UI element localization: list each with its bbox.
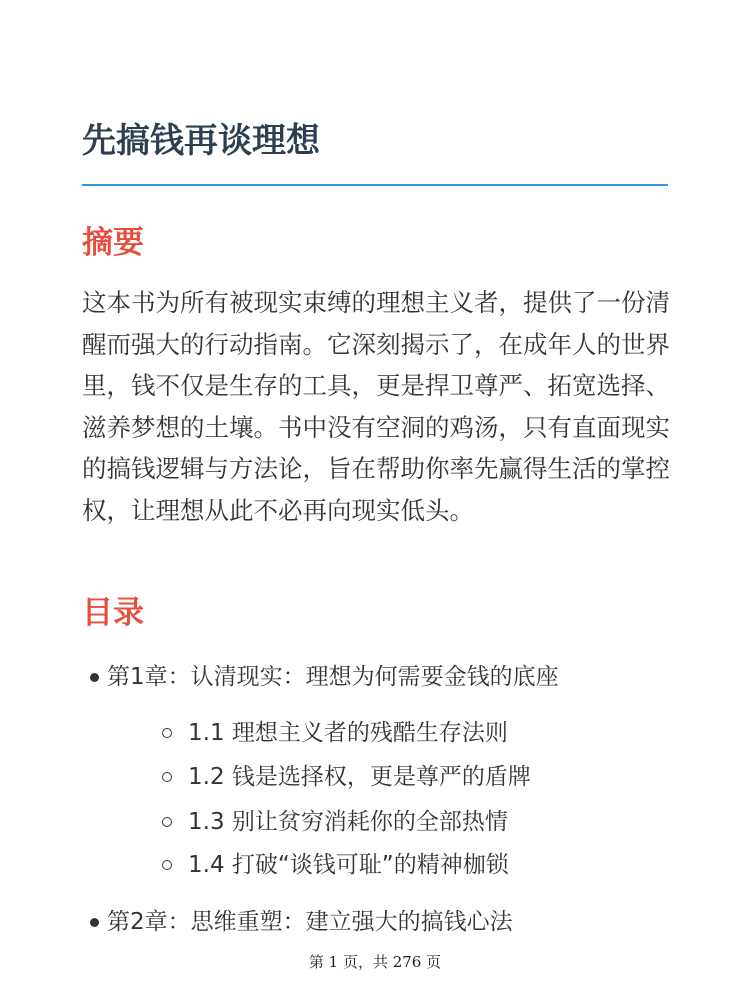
circle-bullet-icon (162, 772, 172, 782)
toc-chapter-2 (107, 906, 513, 938)
circle-bullet-icon (162, 817, 172, 827)
abstract-paragraph: 这本书为所有被现实束缚的理想主义者，提供了一份清醒而强大的行动指南。它深刻揭示了，在成年人的世界里，钱不仅是生存的工具，更是捍卫尊严、拓宽选择、滋养梦想的土壤。书中没有空洞的鸡汤，只有直面现实的搞钱逻辑与方法论，旨在帮助你率先赢得生活的掌控权，让理想从此不必再向现实低头。 (82, 288, 670, 525)
toc-section-1-2 (188, 761, 531, 793)
document-title: 先搞钱再谈理想 (82, 121, 320, 161)
toc-chapter-label: 第1章：认清现实：理想为何需要金钱的底座 (107, 664, 559, 690)
toc-section-label: 1.1 理想主义者的残酷生存法则 (188, 720, 508, 746)
toc-chapter-label: 第2章：思维重塑：建立强大的搞钱心法 (107, 909, 513, 935)
page-number-footer: 第 1 页，共 276 页 (308, 953, 442, 971)
toc-heading: 目录 (82, 595, 144, 631)
toc-section-label: 1.3 别让贫穷消耗你的全部热情 (188, 809, 508, 835)
bullet-icon (90, 673, 99, 682)
circle-bullet-icon (162, 728, 172, 738)
toc-section-1-1 (188, 717, 508, 749)
toc-chapter-1 (107, 661, 559, 693)
toc-section-label: 1.4 打破“谈钱可耻”的精神枷锁 (188, 852, 509, 878)
circle-bullet-icon (162, 860, 172, 870)
bullet-icon (90, 918, 99, 927)
toc-section-1-3 (188, 806, 508, 838)
title-divider (82, 184, 668, 186)
toc-section-1-4 (188, 849, 509, 881)
abstract-heading: 摘要 (82, 225, 144, 261)
toc-section-label: 1.2 钱是选择权，更是尊严的盾牌 (188, 764, 531, 790)
